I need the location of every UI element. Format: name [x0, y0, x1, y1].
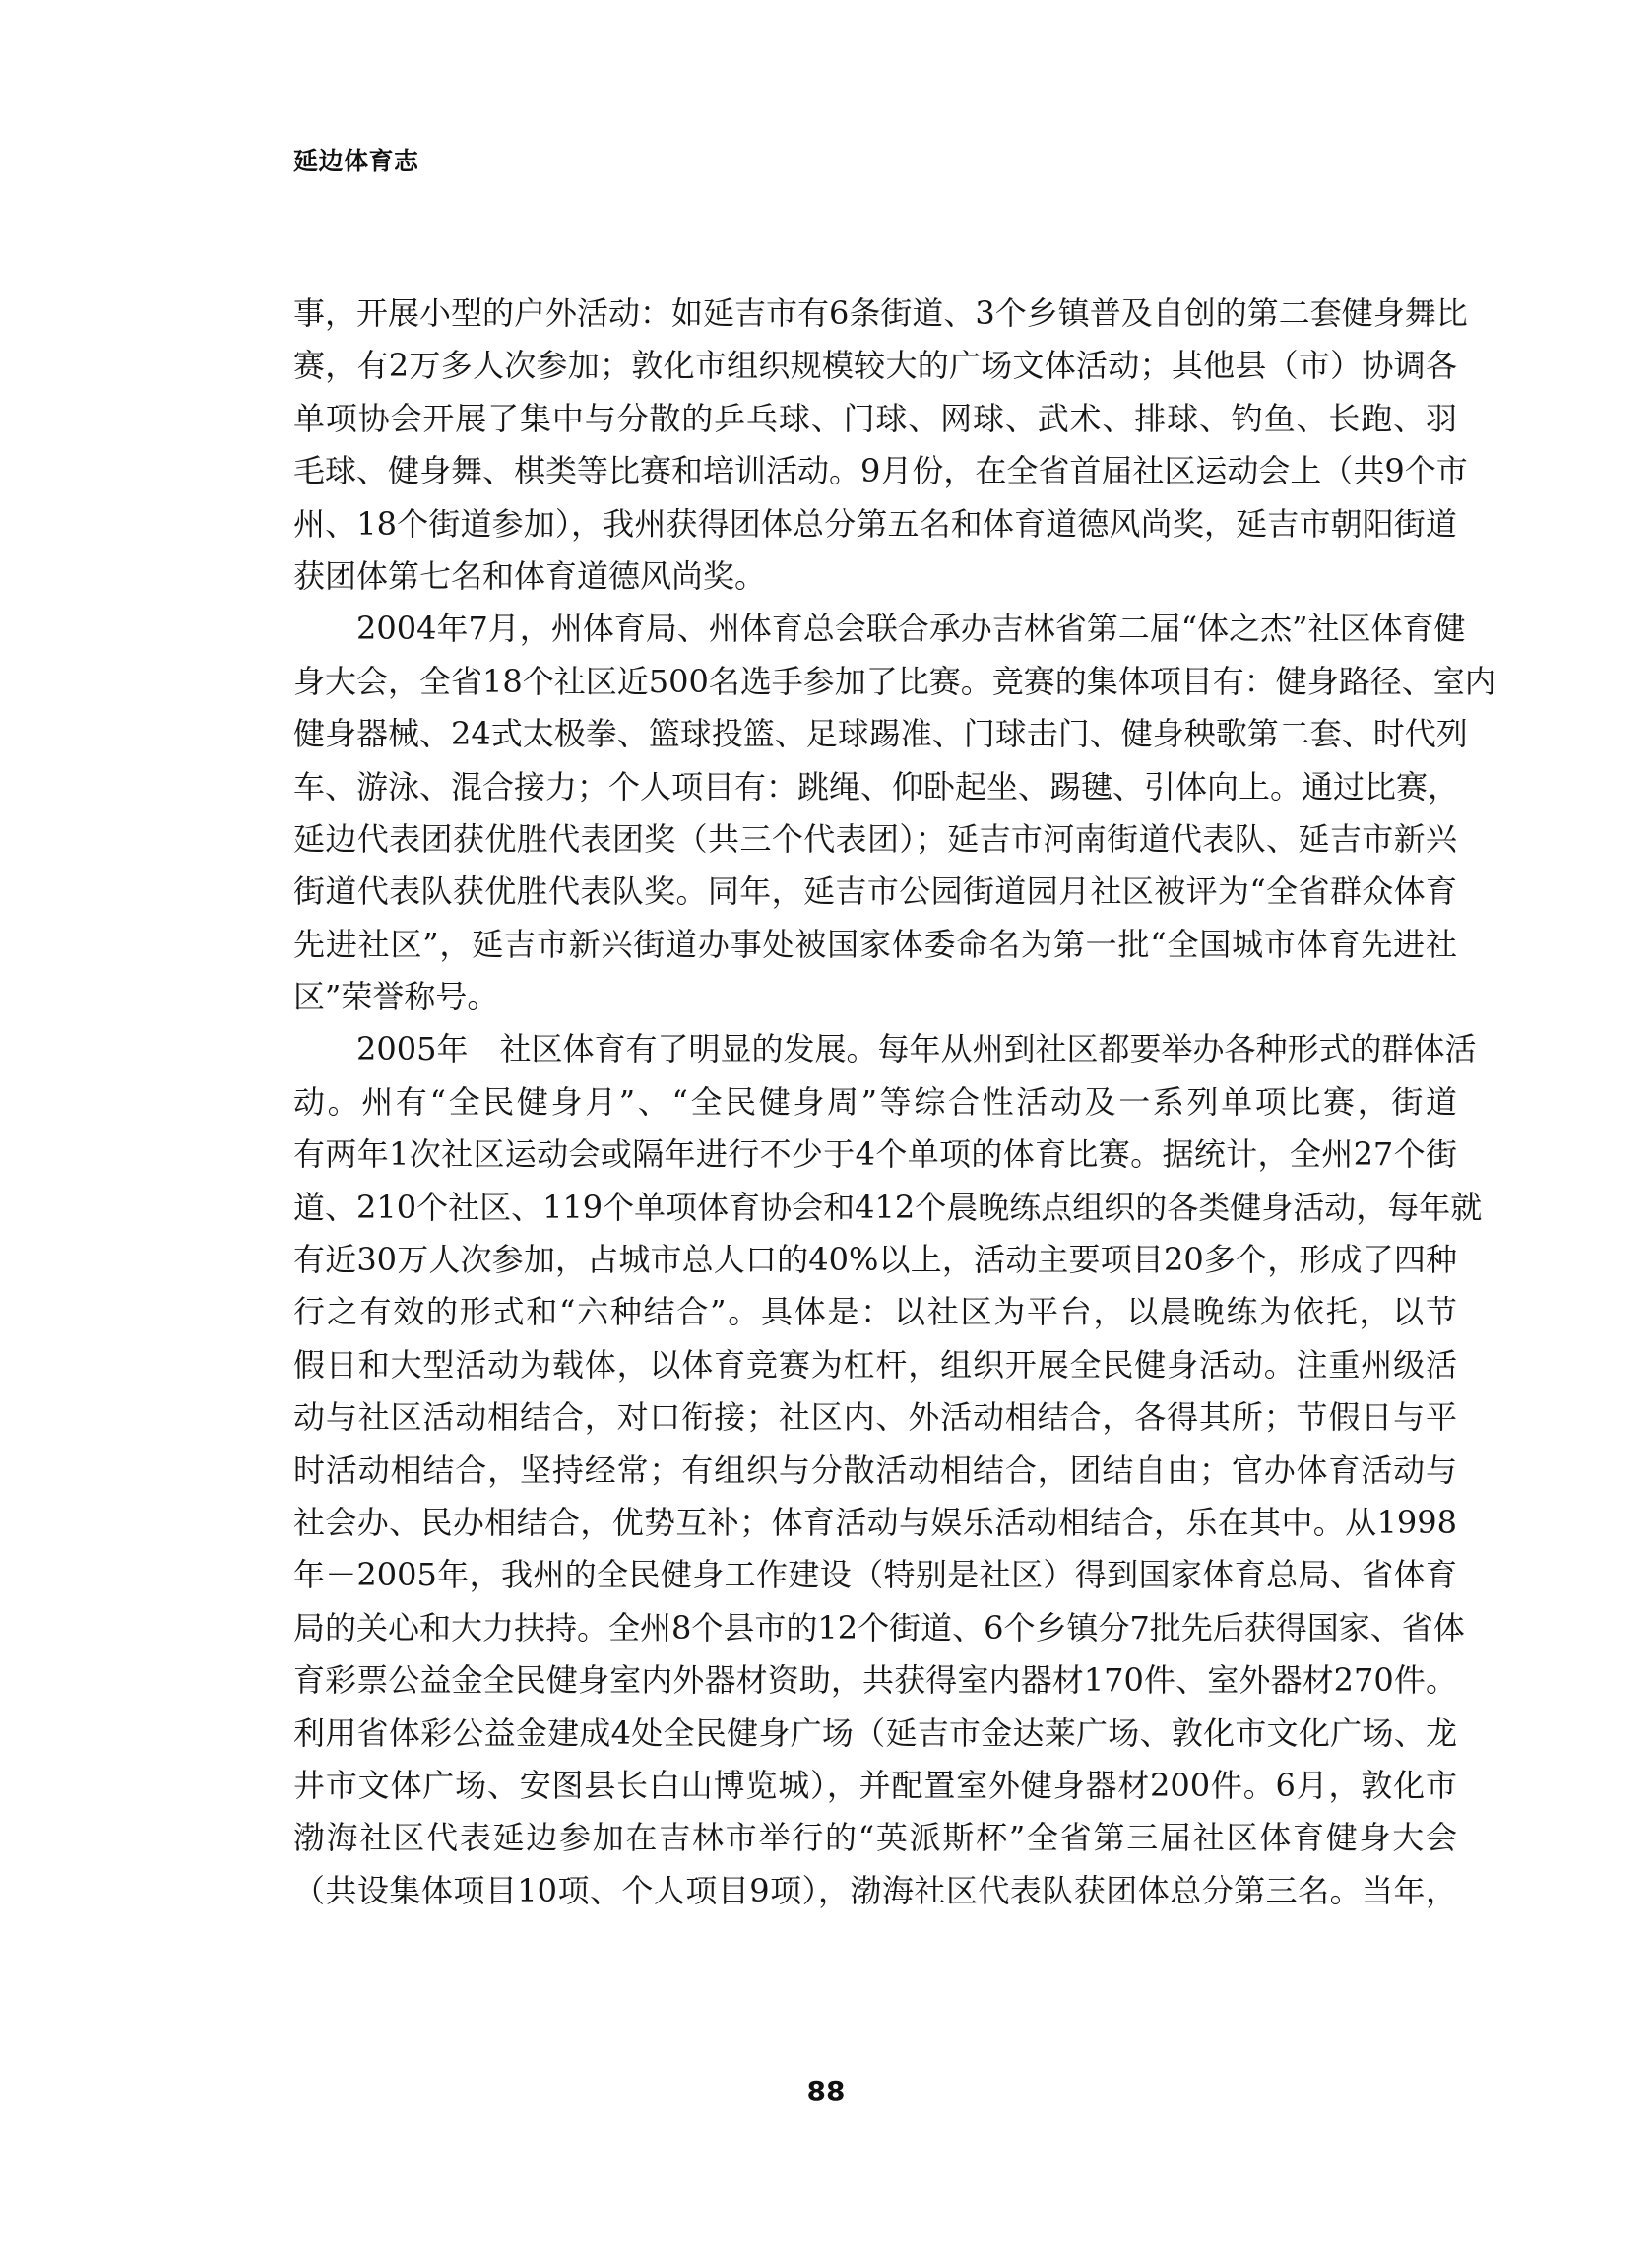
text-line: 州、18个街道参加），我州获得团体总分第五名和体育道德风尚奖，延吉市朝阳街道: [293, 504, 1457, 543]
text-line: 延边代表团获优胜代表团奖（共三个代表团）；延吉市河南街道代表队、延吉市新兴: [293, 819, 1457, 858]
text-line: 社会办、民办相结合，优势互补；体育活动与娱乐活动相结合，乐在其中。从1998: [293, 1503, 1457, 1541]
text-line: 车、游泳、混合接力；个人项目有：跳绳、仰卧起坐、踢毽、引体向上。通过比赛，: [293, 767, 1460, 806]
text-line: 事，开展小型的户外活动：如延吉市有6条街道、3个乡镇普及自创的第二套健身舞比: [293, 294, 1468, 332]
text-line: 健身器械、24式太极拳、篮球投篮、足球踢准、门球击门、健身秧歌第二套、时代列: [293, 715, 1468, 753]
text-line: （共设集体项目10项、个人项目9项），渤海社区代表队获团体总分第三名。当年，: [293, 1871, 1457, 1909]
text-line: 2004年7月，州体育局、州体育总会联合承办吉林省第二届“体之杰”社区体育健: [356, 610, 1466, 648]
text-line: 2005年 社区体育有了明显的发展。每年从州到社区都要举办各种形式的群体活: [356, 1030, 1477, 1068]
text-line: 有近30万人次参加，占城市总人口的40%以上，活动主要项目20多个，形成了四种: [293, 1241, 1457, 1279]
text-line: 时活动相结合，坚持经常；有组织与分散活动相结合，团结自由；官办体育活动与: [293, 1451, 1457, 1489]
text-line: 假日和大型活动为载体，以体育竞赛为杠杆，组织开展全民健身活动。注重州级活: [293, 1345, 1457, 1384]
text-line: 区”荣誉称号。: [293, 978, 499, 1016]
text-line: 赛，有2万多人次参加；敦化市组织规模较大的广场文体活动；其他县（市）协调各: [293, 347, 1457, 385]
text-line: 年－2005年，我州的全民健身工作建设（特别是社区）得到国家体育总局、省体育: [293, 1556, 1457, 1594]
text-line: 动与社区活动相结合，对口衔接；社区内、外活动相结合，各得其所；节假日与平: [293, 1398, 1457, 1437]
text-line: 有两年1次社区运动会或隔年进行不少于4个单项的体育比赛。据统计，全州27个街: [293, 1135, 1457, 1174]
text-line: 行之有效的形式和“六种结合”。具体是：以社区为平台，以晨晚练为依托，以节: [293, 1293, 1457, 1331]
text-line: 毛球、健身舞、棋类等比赛和培训活动。9月份，在全省首届社区运动会上（共9个市: [293, 452, 1468, 490]
text-line: 井市文体广场、安图县长白山博览城），并配置室外健身器材200件。6月，敦化市: [293, 1766, 1457, 1804]
text-line: 利用省体彩公益金建成4处全民健身广场（延吉市金达莱广场、敦化市文化广场、龙: [293, 1713, 1457, 1752]
text-line: 身大会，全省18个社区近500名选手参加了比赛。竞赛的集体项目有：健身路径、室内: [293, 662, 1496, 700]
text-line: 街道代表队获优胜代表队奖。同年，延吉市公园街道园月社区被评为“全省群众体育: [293, 872, 1457, 911]
text-line: 单项协会开展了集中与分散的乒乓球、门球、网球、武术、排球、钓鱼、长跑、羽: [293, 399, 1457, 437]
text-line: 育彩票公益金全民健身室内外器材资助，共获得室内器材170件、室外器材270件。: [293, 1661, 1457, 1700]
text-line: 先进社区”，延吉市新兴街道办事处被国家体委命名为第一批“全国城市体育先进社: [293, 925, 1457, 963]
text-line: 获团体第七名和体育道德风尚奖。: [293, 556, 767, 595]
body-text: [293, 288, 1496, 1917]
page-header-title: 延边体育志: [293, 147, 419, 175]
text-line: 动。州有“全民健身月”、“全民健身周”等综合性活动及一系列单项比赛，街道: [293, 1082, 1457, 1121]
text-line: 局的关心和大力扶持。全州8个县市的12个街道、6个乡镇分7批先后获得国家、省体: [293, 1608, 1465, 1646]
text-line: 渤海社区代表延边参加在吉林市举行的“英派斯杯”全省第三届社区体育健身大会: [293, 1819, 1457, 1857]
page-number: 88: [806, 2075, 846, 2107]
text-line: 道、210个社区、119个单项体育协会和412个晨晚练点组织的各类健身活动，每年就: [293, 1188, 1483, 1226]
